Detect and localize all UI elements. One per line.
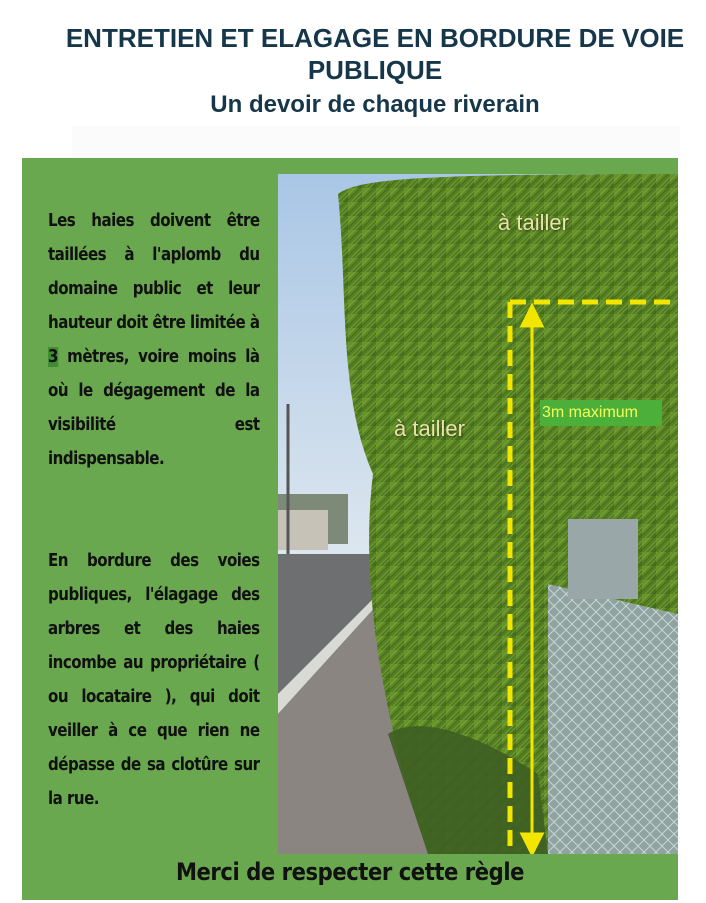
footer-message: Merci de respecter cette règle <box>175 858 525 886</box>
hedge-photo <box>278 174 678 854</box>
page-subtitle: Un devoir de chaque riverain <box>210 91 540 118</box>
label-max-height: 3m maximum <box>540 400 662 426</box>
mailbox <box>568 519 638 599</box>
fence <box>548 584 678 854</box>
height-highlight: 3 <box>48 347 58 367</box>
divider <box>72 126 680 158</box>
paragraph-height-rule <box>48 204 260 476</box>
hedge-illustration <box>278 174 678 854</box>
label-trim-top: à tailler <box>498 210 569 235</box>
page-title: ENTRETIEN ET ELAGAGE EN BORDURE DE VOIE PUBLIQUE <box>65 23 685 85</box>
label-trim-left: à tailler <box>394 416 465 441</box>
poster <box>22 158 678 900</box>
paragraph-text-start: Les haies doivent être taillées à l'aplomb du domaine public et leur hauteur doit être limitée à <box>48 211 260 333</box>
paragraph-text-end: mètres, voire moins là où le dégagement de la visibilité est indispensable. <box>48 347 260 469</box>
paragraph-owner-duty: En bordure des voies publiques, l'élagage des arbres et des haies incombe au propriétaire ( ou locataire ), qui doit veiller à ce que rien ne dépasse de sa clotûre sur la rue. <box>48 551 260 809</box>
